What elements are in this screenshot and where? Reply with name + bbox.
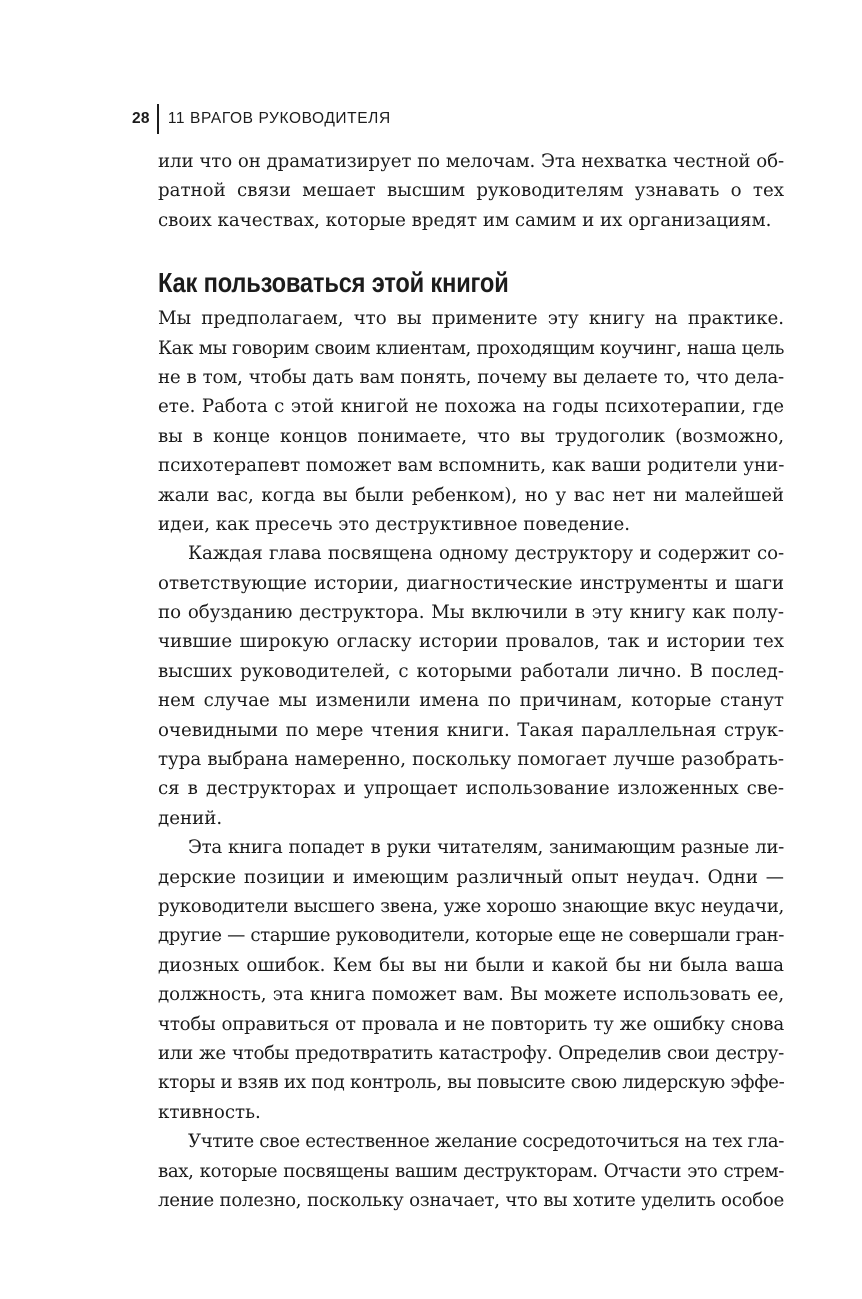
text-line: вах, которые посвящены вашим деструкторам. Отчасти это стрем- xyxy=(158,1160,784,1182)
paragraph-2 xyxy=(158,539,784,833)
book-title: 11 ВРАГОВ РУКОВОДИТЕЛЯ xyxy=(167,110,391,127)
page-number: 28 xyxy=(132,110,150,127)
text-line: ление полезно, поскольку означает, что вы хотите уделить особое xyxy=(158,1189,784,1211)
text-line: очевидными по мере чтения книги. Такая параллельная струк- xyxy=(158,719,784,741)
text-line: ратной связи мешает высшим руководителям узнавать о тех xyxy=(158,180,784,202)
text-line: ктивность. xyxy=(158,1101,261,1123)
text-line: вы в конце концов понимаете, что вы трудоголик (возможно, xyxy=(158,425,784,447)
paragraph-1 xyxy=(158,304,784,539)
paragraph-3 xyxy=(158,833,784,1127)
text-line: своих качествах, которые вредят им самим и их организациям. xyxy=(158,209,772,231)
text-line: Эта книга попадет в руки читателям, занимающим разные ли- xyxy=(188,837,784,859)
text-line: дерские позиции и имеющим различный опыт неудач. Одни — xyxy=(158,866,784,888)
text-line: или что он драматизирует по мелочам. Эта нехватка честной об- xyxy=(158,151,784,172)
text-line: чившие широкую огласку истории провалов, так и истории тех xyxy=(158,631,784,653)
paragraph-4 xyxy=(158,1127,784,1215)
text-line: или же чтобы предотвратить катастрофу. Определив свои дестру- xyxy=(158,1042,784,1064)
text-line: Каждая глава посвящена одному деструктору и содержит со- xyxy=(188,543,784,565)
text-line: ете. Работа с этой книгой не похожа на годы психотерапии, где xyxy=(158,396,784,418)
text-line: жали вас, когда вы были ребенком), но у вас нет ни малейшей xyxy=(158,484,784,506)
text-line: тура выбрана намеренно, поскольку помогает лучше разобрать- xyxy=(158,749,784,771)
text-line: ся в деструкторах и упрощает использование изложенных све- xyxy=(158,778,784,800)
header-divider xyxy=(157,104,159,134)
text-line: другие — старшие руководители, которые еще не совершали гран- xyxy=(158,925,784,947)
text-line: чтобы оправиться от провала и не повторить ту же ошибку снова xyxy=(158,1013,784,1035)
text-line: по обузданию деструктора. Мы включили в эту книгу как полу- xyxy=(158,602,784,624)
text-line: высших руководителей, с которыми работали лично. В послед- xyxy=(158,660,784,682)
text-line: дений. xyxy=(158,807,223,829)
text-line: должность, эта книга поможет вам. Вы можете использовать ее, xyxy=(158,984,784,1006)
text-line: не в том, чтобы дать вам понять, почему вы делаете то, что делa- xyxy=(158,366,784,388)
text-line: диозных ошибок. Кем бы вы ни были и какой бы ни была ваша xyxy=(158,954,784,976)
text-line: идеи, как пресечь это деструктивное поведение. xyxy=(158,513,631,535)
section-heading: Как пользоваться этой книгой xyxy=(158,267,509,299)
text-line: Как мы говорим своим клиентам, проходящим коучинг, наша цель xyxy=(158,337,784,359)
running-header xyxy=(132,104,391,134)
text-line: Учтите свое естественное желание сосредоточиться на тех гла- xyxy=(188,1131,784,1153)
text-line: нем случае мы изменили имена по причинам, которые станут xyxy=(158,690,784,712)
text-line: ответствующие истории, диагностические инструменты и шаги xyxy=(158,572,784,594)
text-line: психотерапевт поможет вам вспомнить, как ваши родители уни- xyxy=(158,455,785,477)
text-line: кторы и взяв их под контроль, вы повысите свою лидерскую эффе- xyxy=(158,1072,785,1094)
text-line: Мы предполагаем, что вы примените эту книгу на практике. xyxy=(158,308,784,330)
body-text xyxy=(158,147,784,1215)
text-line: руководители высшего звена, уже хорошо знающие вкус неудачи, xyxy=(158,895,784,917)
intro-paragraph xyxy=(158,147,784,235)
